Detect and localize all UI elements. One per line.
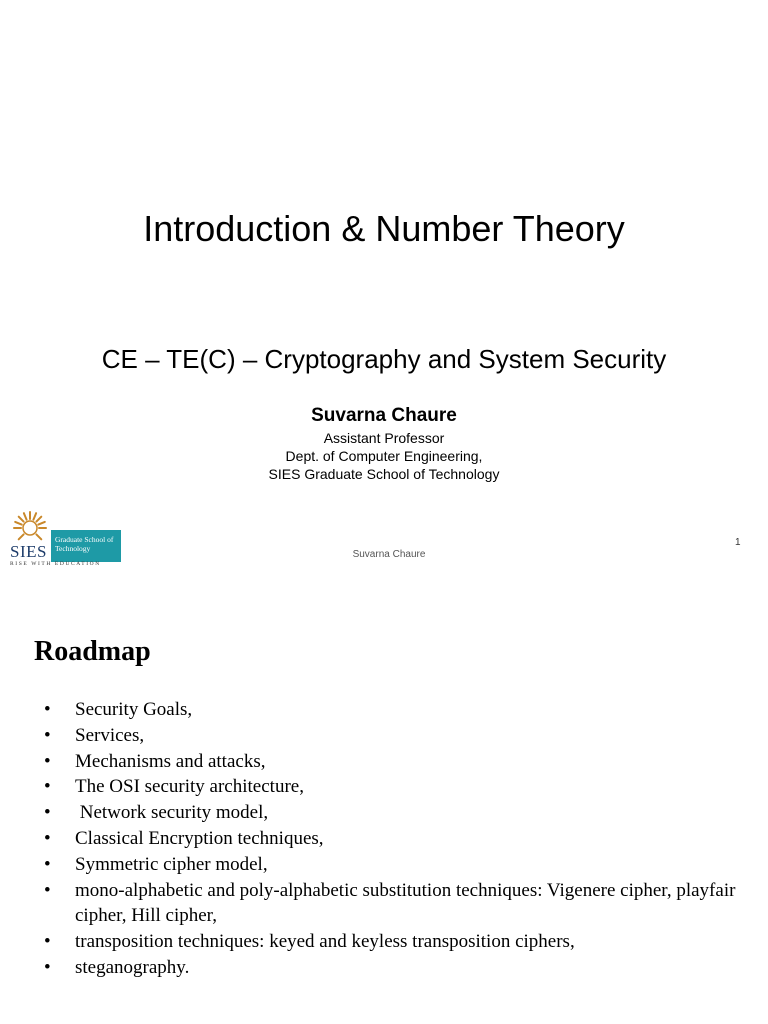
author-department: Dept. of Computer Engineering,: [285, 448, 483, 464]
author-institution: SIES Graduate School of Technology: [268, 466, 500, 482]
list-item: [44, 852, 744, 878]
author-title: Assistant Professor: [323, 430, 445, 446]
bullet-icon: •: [44, 956, 51, 978]
list-item-text: Mechanisms and attacks,: [75, 750, 266, 772]
bullet-icon: •: [44, 853, 51, 875]
bullet-icon: •: [44, 931, 51, 953]
list-item-text: steganography.: [75, 956, 190, 978]
list-item-text: transposition techniques: keyed and keyless transposition ciphers,: [75, 931, 575, 953]
list-item: [44, 749, 744, 775]
list-item-text: The OSI security architecture,: [75, 776, 304, 798]
bullet-icon: •: [44, 750, 51, 772]
slide-footer: Suvarna Chaure: [352, 549, 426, 560]
bullet-icon: •: [44, 879, 51, 901]
list-item-text: Symmetric cipher model,: [75, 853, 268, 875]
list-item-text: Classical Encryption techniques,: [75, 827, 324, 849]
list-item: [44, 723, 744, 749]
logo-school-box: Graduate School of Technology: [51, 530, 121, 562]
list-item: [44, 774, 744, 800]
logo-tagline: RISE WITH EDUCATION: [10, 561, 101, 567]
list-item: [44, 800, 744, 826]
bullet-icon: •: [44, 802, 51, 824]
roadmap-slide: [0, 576, 768, 1024]
bullet-icon: •: [44, 724, 51, 746]
list-item-text: Services,: [75, 724, 145, 746]
list-item: [44, 697, 744, 723]
list-item-text: Security Goals,: [75, 699, 193, 720]
institution-logo: [8, 510, 126, 570]
list-item-text: mono-alphabetic and poly-alphabetic substitution techniques: Vigenere cipher, playfair cipher, Hill cipher,: [75, 879, 741, 927]
list-item: [44, 826, 744, 852]
slide-subtitle: CE – TE(C) – Cryptography and System Security: [101, 344, 667, 374]
roadmap-list: [44, 697, 744, 981]
roadmap-title: Roadmap: [34, 636, 151, 667]
list-item: [44, 878, 744, 930]
list-item: [44, 929, 744, 955]
logo-wordmark: SIES: [10, 542, 47, 561]
list-item-text: Network security model,: [75, 802, 269, 824]
bullet-icon: •: [44, 699, 51, 720]
slide-title: Introduction & Number Theory: [143, 208, 625, 249]
page-number: 1: [735, 537, 741, 548]
author-name: Suvarna Chaure: [311, 405, 457, 426]
sun-emblem-icon: [10, 510, 50, 546]
list-item: [44, 955, 744, 981]
bullet-icon: •: [44, 827, 51, 849]
bullet-icon: •: [44, 776, 51, 798]
